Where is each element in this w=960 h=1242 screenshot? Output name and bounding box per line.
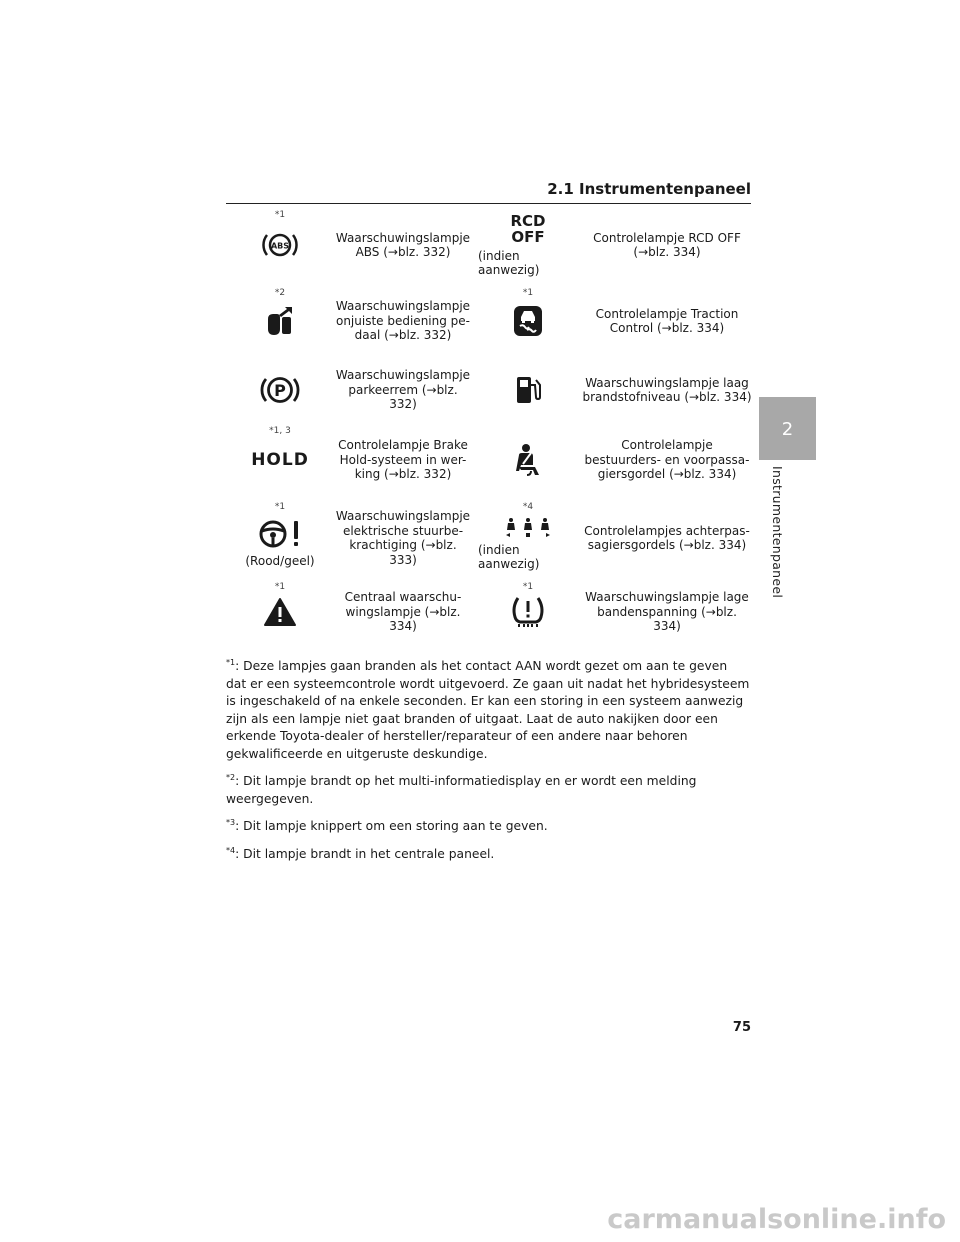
rear-seatbelts-icon — [501, 517, 555, 539]
table-row — [230, 578, 750, 646]
icon-caption: (indien aanwezig) — [478, 249, 540, 277]
chapter-title: Instrumentenpaneel — [770, 466, 785, 599]
parking-brake-icon — [260, 373, 300, 407]
footnote-mark: *1 — [274, 210, 286, 220]
rcd-off-icon: RCD OFF — [510, 212, 546, 246]
footnote — [226, 769, 751, 808]
footnote-mark: *2 — [274, 288, 286, 298]
indicator-description: Waarschuwingslampje lage bandenspanning (→blz. 334) — [585, 590, 749, 634]
indicator-description: Controlelampje Traction Control (→blz. 334) — [595, 306, 739, 335]
indicator-description: Waarschuwingslampje elektrische stuurbe-krachtiging (→blz. 333) — [335, 509, 471, 567]
table-row — [230, 498, 750, 578]
footnote-mark: *4 — [522, 502, 534, 512]
indicator-description: Controlelampjes achterpas-sagiersgordels (→blz. 334) — [584, 523, 750, 552]
table-row — [230, 422, 750, 498]
icon-caption: (Rood/geel) — [245, 554, 315, 568]
footnote-text: : Dit lampje knippert om een storing aan te geven. — [235, 819, 548, 834]
fuel-icon — [514, 375, 542, 405]
footnotes — [226, 654, 751, 869]
chapter-number: 2 — [781, 419, 794, 440]
footnote-mark: *3 — [226, 818, 236, 828]
indicator-description: Controlelampje Brake Hold-systeem in wer-king (→blz. 332) — [338, 438, 468, 482]
footnote — [226, 654, 751, 763]
footnote-text: : Dit lampje brandt in het centrale paneel. — [235, 846, 495, 861]
indicator-description: Waarschuwingslampje laag brandstofniveau (→blz. 334) — [582, 375, 752, 404]
footnote-text: : Deze lampjes gaan branden als het contact AAN wordt gezet om aan te geven dat er een systeemcontrole wordt uitgevoerd. Ze gaan uit nadat het hybridesysteem is ingeschakeld of na enkele seconden. Er kan een storing in een systeem aanwezig zijn als een lampje niet gaat branden of uitgaat. Laat de auto nakijken door een erkende Toyota-dealer of hersteller/reparateur of een andere naar behoren gekwalificeerde en uitgeruste deskundige. — [226, 659, 750, 761]
chapter-tab — [759, 397, 816, 460]
steering-warning-icon — [257, 518, 303, 550]
icon-caption: (indien aanwezig) — [478, 543, 540, 571]
indicator-description: Controlelampje RCD OFF (→blz. 334) — [593, 230, 741, 259]
pedal-misuse-icon — [265, 305, 295, 337]
footnote-mark: *4 — [226, 845, 236, 855]
indicator-table — [230, 206, 750, 646]
watermark: carmanualsonline.info — [607, 1204, 946, 1235]
footnote-mark: *1 — [522, 288, 534, 298]
footnote-mark: *1 — [226, 658, 236, 667]
footnote-mark: *2 — [226, 773, 236, 783]
indicator-description: Waarschuwingslampje parkeerrem (→blz. 332) — [335, 368, 471, 412]
table-row — [230, 206, 750, 284]
indicator-description: Waarschuwingslampje ABS (→blz. 332) — [335, 230, 471, 259]
section-header: 2.1 Instrumentenpaneel — [226, 180, 751, 204]
page-number: 75 — [732, 1020, 751, 1035]
footnote-mark: *1 — [522, 582, 534, 592]
table-row — [230, 358, 750, 422]
footnote-text: : Dit lampje brandt op het multi-informatiedisplay en er wordt een melding weergegeven. — [226, 774, 697, 806]
footnote — [226, 814, 751, 836]
footnote-mark: *1 — [274, 502, 286, 512]
traction-control-icon — [513, 305, 543, 337]
table-row — [230, 284, 750, 358]
indicator-description: Controlelampje bestuurders- en voorpassa-giersgordel (→blz. 334) — [584, 438, 750, 482]
svg-text:ABS: ABS — [270, 241, 290, 251]
indicator-description: Waarschuwingslampje onjuiste bediening pe-daal (→blz. 332) — [335, 299, 471, 343]
master-warning-icon — [263, 597, 297, 627]
svg-text:P: P — [274, 381, 286, 400]
footnote-mark: *1 — [274, 582, 286, 592]
hold-icon: HOLD — [251, 450, 309, 470]
footnote — [226, 842, 751, 864]
abs-icon — [262, 229, 298, 261]
seatbelt-icon — [513, 443, 543, 477]
indicator-description: Centraal waarschu-wingslampje (→blz. 334) — [344, 590, 462, 634]
footnote-mark: *1, 3 — [269, 426, 291, 436]
tire-pressure-icon — [509, 595, 547, 629]
